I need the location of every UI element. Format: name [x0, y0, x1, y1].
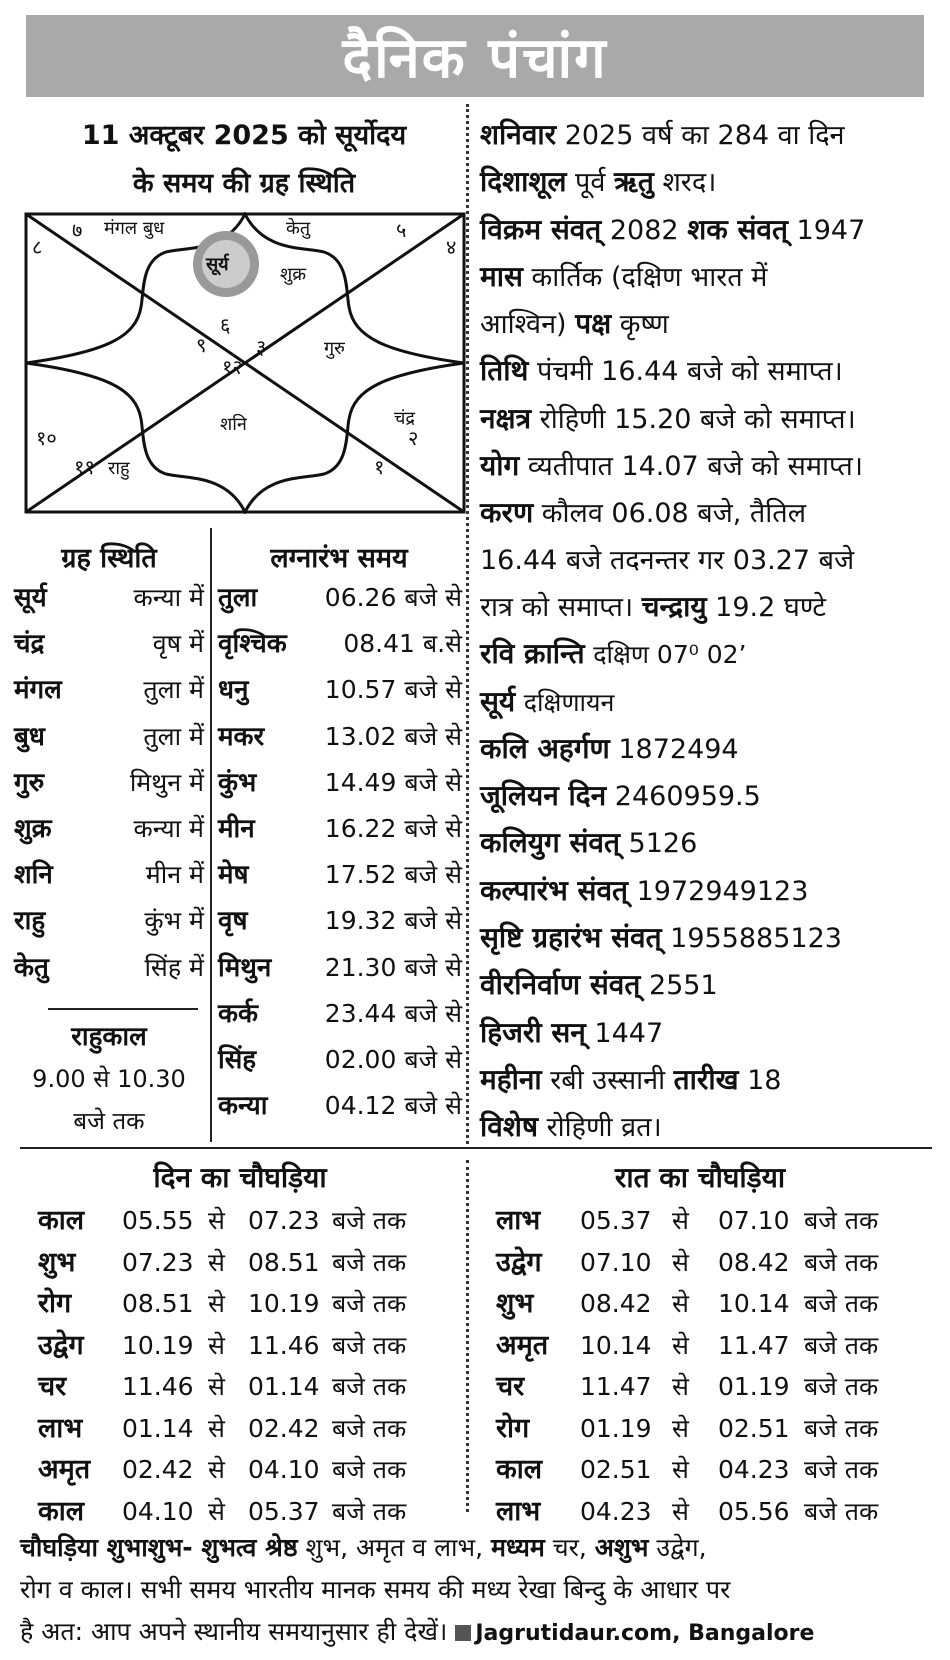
info-line: रात्र को समाप्त। चन्द्रायु 19.2 घण्टे [480, 589, 826, 623]
house-number: २ [408, 426, 419, 450]
graha-row [14, 948, 204, 984]
lagna-row [218, 994, 462, 1030]
rahukaal-box [14, 1016, 204, 1142]
choghadiya-se: से [208, 1330, 225, 1360]
rahukaal-heading: राहुकाल [71, 1022, 147, 1052]
choghadiya-from: 02.42 [122, 1455, 194, 1484]
choghadiya-name: उद्वेग [496, 1246, 542, 1278]
choghadiya-se: से [208, 1247, 225, 1277]
choghadiya-tail: बजे तक [332, 1247, 407, 1277]
lagna-row [218, 624, 462, 660]
choghadiya-row [496, 1366, 878, 1403]
title-banner [26, 15, 924, 97]
lagna-sign: धनु [218, 675, 249, 706]
planet-sun: सूर्य [206, 254, 229, 275]
lagna-time: 02.00 बजे से [324, 1045, 462, 1074]
choghadiya-name: रोग [38, 1288, 72, 1319]
graha-row [14, 809, 204, 845]
lagna-sign: तुला [218, 583, 258, 613]
planet-venus: शुक्र [280, 264, 307, 285]
choghadiya-from: 08.51 [122, 1289, 194, 1318]
choghadiya-row [38, 1283, 406, 1320]
info-line: रवि क्रान्ति दक्षिण 07⁰ 02’ [480, 637, 747, 671]
footer-note [20, 1527, 935, 1655]
lagna-sign: मकर [218, 721, 265, 752]
choghadiya-from: 10.14 [580, 1330, 652, 1360]
column-divider [466, 104, 469, 1144]
footer-line: चौघड़िया शुभाशुभ- शुभत्व श्रेष्ठ शुभ, अमृत व लाभ, मध्यम चर, अशुभ उद्वेग, [20, 1533, 707, 1562]
choghadiya-from: 01.14 [122, 1413, 194, 1443]
choghadiya-to: 07.23 [248, 1206, 320, 1235]
choghadiya-to: 04.23 [718, 1455, 790, 1484]
planet-sign: तुला में [143, 675, 204, 705]
choghadiya-from: 07.23 [122, 1247, 194, 1277]
choghadiya-row [38, 1325, 406, 1362]
house-number: ६ [220, 313, 231, 337]
planet-sign: वृष में [152, 629, 204, 659]
choghadiya-se: से [672, 1372, 689, 1401]
choghadiya-name: काल [38, 1205, 85, 1236]
choghadiya-from: 11.47 [580, 1372, 652, 1401]
choghadiya-to: 10.19 [248, 1289, 320, 1318]
lagna-row [218, 855, 462, 891]
info-line: योग व्यतीपात 14.07 बजे को समाप्त। [480, 449, 863, 483]
choghadiya-tail: बजे तक [332, 1496, 407, 1526]
panchang-info [480, 112, 935, 1152]
choghadiya-se: से [208, 1455, 225, 1484]
choghadiya-tail: बजे तक [804, 1372, 879, 1401]
choghadiya-se: से [672, 1247, 689, 1277]
planet-mars-mercury: मंगल बुध [104, 218, 165, 239]
info-line: 16.44 बजे तदनन्तर गर 03.27 बजे [480, 544, 855, 576]
choghadiya-name: उद्वेग [38, 1329, 84, 1361]
house-number: ४ [446, 235, 457, 259]
choghadiya-row [496, 1449, 878, 1486]
choghadiya-to: 04.10 [248, 1455, 320, 1484]
choghadiya-to: 11.46 [248, 1330, 320, 1360]
planet-name: राहु [14, 906, 46, 937]
graha-row [14, 670, 204, 706]
choghadiya-tail: बजे तक [804, 1247, 879, 1277]
rahukaal-time: 9.00 से 10.30 [32, 1065, 186, 1093]
planet-ketu: केतु [286, 218, 311, 239]
choghadiya-tail: बजे तक [804, 1496, 879, 1526]
choghadiya-name: लाभ [38, 1412, 83, 1444]
lagna-sign: वृश्चिक [218, 629, 287, 660]
brand-credit: Jagrutidaur.com, Bangalore [475, 1621, 815, 1646]
choghadiya-name: लाभ [496, 1205, 541, 1236]
planet-name: शुक्र [14, 814, 52, 844]
choghadiya-se: से [672, 1330, 689, 1360]
page-title: दैनिक पंचांग [342, 26, 608, 91]
graha-row [14, 901, 204, 937]
choghadiya-row [496, 1283, 878, 1320]
lagna-row [218, 670, 462, 706]
choghadiya-se: से [672, 1413, 689, 1443]
choghadiya-from: 07.10 [580, 1247, 652, 1277]
info-line: कलियुग संवत् 5126 [480, 826, 698, 860]
planet-name: मंगल [14, 675, 62, 706]
planet-sign: मीन में [145, 860, 204, 890]
graha-row [14, 578, 204, 614]
planet-name: गुरु [14, 767, 45, 798]
choghadiya-se: से [672, 1496, 689, 1526]
graha-row [14, 855, 204, 891]
choghadiya-from: 08.42 [580, 1289, 652, 1318]
lagna-time: 21.30 बजे से [324, 952, 462, 982]
graha-row [14, 624, 204, 660]
planet-name: चंद्र [14, 629, 45, 660]
choghadiya-tail: बजे तक [332, 1413, 407, 1443]
choghadiya-tail: बजे तक [804, 1289, 879, 1318]
choghadiya-tail: बजे तक [804, 1413, 879, 1443]
choghadiya-to: 02.42 [248, 1413, 320, 1443]
info-line: कल्पारंभ संवत् 1972949123 [480, 873, 809, 907]
choghadiya-row [38, 1449, 406, 1486]
choghadiya-se: से [208, 1496, 225, 1526]
house-number: १ [374, 455, 385, 479]
info-line: विक्रम संवत् 2082 शक संवत् 1947 [480, 212, 866, 246]
choghadiya-se: से [208, 1289, 225, 1318]
planet-name: सूर्य [14, 583, 47, 613]
choghadiya-tail: बजे तक [332, 1455, 407, 1484]
choghadiya-to: 11.47 [718, 1330, 790, 1360]
lagna-time: 16.22 बजे से [324, 814, 462, 843]
choghadiya-tail: बजे तक [332, 1372, 407, 1401]
house-number: ८ [32, 235, 43, 259]
info-line: तिथि पंचमी 16.44 बजे को समाप्त। [480, 354, 843, 388]
planet-rahu: राहु [108, 458, 130, 479]
lagna-time: 04.12 बजे से [324, 1091, 462, 1121]
house-number: ५ [396, 218, 407, 242]
choghadiya-tail: बजे तक [804, 1455, 879, 1484]
choghadiya-from: 04.10 [122, 1496, 194, 1526]
info-line: महीना रबी उस्सानी तारीख 18 [480, 1062, 782, 1096]
choghadiya-se: से [208, 1372, 225, 1401]
info-line: आश्विन) पक्ष कृष्ण [480, 307, 669, 341]
lagna-row [218, 1040, 462, 1076]
lagna-sign: कुंभ [218, 767, 257, 798]
choghadiya-row [496, 1491, 878, 1528]
lagna-time: 08.41 ब.से [343, 629, 462, 659]
house-number: ११ [74, 455, 95, 479]
choghadiya-from: 11.46 [122, 1372, 194, 1401]
graha-lagna-divider [210, 528, 212, 1142]
lagna-sign: कर्क [218, 998, 258, 1029]
choghadiya-name: काल [38, 1495, 85, 1527]
planet-name: बुध [14, 721, 45, 752]
day-choghadiya-heading: दिन का चौघड़िया [153, 1161, 327, 1194]
planet-name: शनि [14, 860, 53, 891]
choghadiya-se: से [208, 1206, 225, 1235]
footer-line: है अत: आप अपने स्थानीय समयानुसार ही देखें। Jagrutidaur.com, Bangalore [20, 1617, 815, 1646]
choghadiya-name: चर [38, 1371, 67, 1402]
info-line: दिशाशूल पूर्व ऋतु शरद। [480, 165, 717, 199]
house-number: ३ [256, 335, 267, 359]
lagna-time: 14.49 बजे से [324, 767, 462, 797]
info-line: मास कार्तिक (दक्षिण भारत में [480, 259, 768, 293]
info-line: सूर्य दक्षिणायन [480, 684, 615, 718]
choghadiya-from: 05.37 [580, 1206, 652, 1235]
lagna-sign: कन्या [218, 1091, 268, 1122]
footer-line: रोग व काल। सभी समय भारतीय मानक समय की मध्य रेखा बिन्दु के आधार पर [20, 1575, 731, 1604]
lagna-sign: मीन [218, 814, 255, 844]
choghadiya-tail: बजे तक [332, 1330, 407, 1360]
info-line: नक्षत्र रोहिणी 15.20 बजे को समाप्त। [480, 401, 856, 435]
choghadiya-from: 02.51 [580, 1455, 652, 1484]
choghadiya-se: से [672, 1206, 689, 1235]
lagna-heading: लग्नारंभ समय [270, 543, 408, 574]
house-number: ७ [72, 218, 83, 242]
planet-sign: कुंभ में [144, 906, 204, 936]
rahukaal-suffix: बजे तक [73, 1107, 145, 1135]
choghadiya-name: शुभ [38, 1246, 76, 1278]
choghadiya-row [38, 1242, 406, 1279]
kundli-chart [24, 212, 466, 514]
lagna-time: 17.52 बजे से [324, 860, 462, 890]
choghadiya-tail: बजे तक [804, 1206, 879, 1235]
house-number: ९ [196, 333, 207, 357]
choghadiya-row [38, 1366, 406, 1403]
choghadiya-to: 05.37 [248, 1496, 320, 1526]
choghadiya-row [38, 1200, 406, 1237]
choghadiya-to: 01.14 [248, 1372, 320, 1401]
choghadiya-se: से [672, 1455, 689, 1484]
choghadiya-name: काल [496, 1454, 543, 1485]
info-line: कलि अहर्गण 1872494 [480, 731, 739, 765]
choghadiya-divider [466, 1160, 469, 1512]
lagna-time: 10.57 बजे से [324, 675, 462, 705]
info-line: सृष्टि ग्रहारंभ संवत् 1955885123 [480, 921, 842, 955]
lagna-sign: वृष [218, 906, 248, 937]
info-line: विशेष रोहिणी व्रत। [480, 1110, 662, 1144]
lagna-row [218, 948, 462, 984]
choghadiya-row [496, 1242, 878, 1279]
graha-row [14, 717, 204, 753]
choghadiya-row [496, 1325, 878, 1362]
choghadiya-name: रोग [496, 1412, 530, 1444]
choghadiya-tail: बजे तक [332, 1289, 407, 1318]
choghadiya-from: 04.23 [580, 1496, 652, 1526]
choghadiya-to: 08.42 [718, 1247, 790, 1277]
choghadiya-name: अमृत [496, 1329, 549, 1361]
planet-sign: कन्या में [133, 583, 204, 612]
choghadiya-name: लाभ [496, 1495, 541, 1527]
graha-sthiti-heading: ग्रह स्थिति [61, 543, 157, 574]
choghadiya-to: 10.14 [718, 1289, 790, 1318]
lagna-row [218, 578, 462, 614]
choghadiya-se: से [672, 1289, 689, 1318]
house-number: १२ [222, 355, 243, 379]
choghadiya-tail: बजे तक [332, 1206, 407, 1235]
planet-moon: चंद्र [394, 408, 415, 429]
lagna-sign: सिंह [218, 1045, 257, 1075]
choghadiya-to: 08.51 [248, 1247, 320, 1277]
info-line: हिजरी सन् 1447 [480, 1015, 664, 1049]
choghadiya-from: 01.19 [580, 1413, 652, 1443]
choghadiya-row [38, 1408, 406, 1445]
planet-sign: सिंह में [144, 952, 204, 982]
choghadiya-to: 07.10 [718, 1206, 790, 1235]
choghadiya-row [38, 1491, 406, 1528]
choghadiya-row [496, 1408, 878, 1445]
info-line: शनिवार 2025 वर्ष का 284 वा दिन [480, 118, 845, 151]
planet-name: केतु [14, 952, 49, 983]
lagna-time: 13.02 बजे से [324, 721, 462, 751]
lagna-time: 19.32 बजे से [324, 906, 462, 936]
choghadiya-to: 02.51 [718, 1413, 790, 1443]
lagna-row [218, 717, 462, 753]
choghadiya-row [496, 1200, 878, 1237]
planet-sign: मिथुन में [129, 767, 204, 797]
square-bullet-icon [455, 1625, 471, 1641]
lagna-sign: मेष [218, 860, 249, 891]
lagna-time: 06.26 बजे से [324, 583, 462, 612]
info-line: जूलियन दिन 2460959.5 [480, 779, 761, 813]
lagna-row [218, 1086, 462, 1122]
lagna-time: 23.44 बजे से [324, 998, 462, 1028]
graha-row [14, 763, 204, 799]
choghadiya-name: शुभ [496, 1288, 534, 1319]
planet-saturn: शनि [220, 414, 247, 435]
info-line: करण कौलव 06.08 बजे, तैतिल [480, 496, 806, 530]
rahukaal-divider [48, 1008, 198, 1010]
choghadiya-tail: बजे तक [804, 1330, 879, 1360]
planet-jupiter: गुरु [324, 338, 345, 359]
lagna-sign: मिथुन [218, 952, 272, 983]
lagna-row [218, 901, 462, 937]
info-line: वीरनिर्वाण संवत् 2551 [480, 968, 718, 1002]
lagna-row [218, 809, 462, 845]
choghadiya-name: अमृत [38, 1454, 91, 1485]
night-choghadiya-heading: रात का चौघड़िया [614, 1161, 786, 1194]
planet-sign: तुला में [143, 721, 204, 751]
chart-heading: 11 अक्टूबर 2025 को सूर्योदय के समय की ग्रह स्थिति [81, 120, 407, 199]
choghadiya-se: से [208, 1413, 225, 1443]
choghadiya-name: चर [496, 1371, 525, 1402]
planet-sign: कन्या में [133, 814, 204, 843]
house-number: १० [36, 426, 57, 450]
choghadiya-from: 05.55 [122, 1206, 194, 1235]
choghadiya-to: 01.19 [718, 1372, 790, 1401]
lagna-row [218, 763, 462, 799]
choghadiya-to: 05.56 [718, 1496, 790, 1526]
choghadiya-from: 10.19 [122, 1330, 194, 1360]
